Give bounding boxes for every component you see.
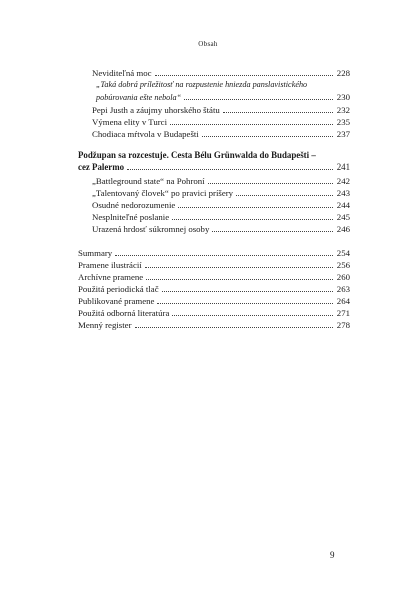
chapter-heading-line2: cez Palermo xyxy=(78,162,125,172)
toc-entry-page: 263 xyxy=(336,284,350,294)
toc-entry xyxy=(92,117,350,127)
leader-dots xyxy=(178,207,333,208)
toc-entry xyxy=(96,92,350,102)
running-header: Obsah xyxy=(198,40,218,48)
leader-dots xyxy=(115,255,333,256)
toc-entry-label: Archívne pramene xyxy=(78,272,144,282)
leader-dots xyxy=(184,99,333,100)
toc-entry-page: 235 xyxy=(336,117,350,127)
leader-dots xyxy=(145,267,333,268)
toc-entry-label: Výmena elity v Turci xyxy=(92,117,168,127)
toc-entry-label: „Battleground state“ na Pohroní xyxy=(92,176,205,186)
toc-entry xyxy=(92,224,350,234)
toc-entry-page: 271 xyxy=(336,308,350,318)
leader-dots xyxy=(236,195,333,196)
toc-entry xyxy=(92,188,350,198)
toc-entry-label: Summary xyxy=(78,248,113,258)
toc-entry xyxy=(78,272,350,282)
toc-entry-page: 254 xyxy=(336,248,350,258)
toc-entry xyxy=(92,68,350,78)
leader-dots xyxy=(155,75,333,76)
toc-entry-page: 256 xyxy=(336,260,350,270)
toc-entry-page: 243 xyxy=(336,188,350,198)
chapter-heading-line1: Podžupan sa rozcestuje. Cesta Bélu Grünwalda do Budapešti – xyxy=(78,150,316,160)
toc-entry-label: Pramene ilustrácií xyxy=(78,260,142,270)
toc-entry-page: 260 xyxy=(336,272,350,282)
leader-dots xyxy=(146,279,333,280)
toc-entry xyxy=(78,284,350,294)
toc-entry xyxy=(92,200,350,210)
toc-entry-page: 245 xyxy=(336,212,350,222)
leader-dots xyxy=(172,315,333,316)
leader-dots xyxy=(162,291,333,292)
toc-entry-label: Urazená hrdosť súkromnej osoby xyxy=(92,224,210,234)
leader-dots xyxy=(208,183,333,184)
leader-dots xyxy=(223,112,333,113)
toc-entry-page: 228 xyxy=(336,68,350,78)
toc-entry-label: Menný register xyxy=(78,320,132,330)
toc-entry-label: Publikované pramene xyxy=(78,296,155,306)
toc-entry xyxy=(92,129,350,139)
toc-entry-page: 232 xyxy=(336,105,350,115)
toc-entry xyxy=(78,296,350,306)
toc-entry-label-line1: „Taká dobrá príležitosť na rozpustenie hniezda panslavistického xyxy=(96,80,308,89)
toc-entry xyxy=(92,105,350,115)
toc-entry xyxy=(92,212,350,222)
toc-entry-page: 242 xyxy=(336,176,350,186)
toc-entry-label: Pepi Justh a záujmy uhorského štátu xyxy=(92,105,220,115)
toc-entry-page: 237 xyxy=(336,129,350,139)
leader-dots xyxy=(212,231,333,232)
leader-dots xyxy=(170,124,333,125)
leader-dots xyxy=(172,219,333,220)
toc-entry xyxy=(78,248,350,258)
toc-entry-label-line2: pobúrovania ešte nebola“ xyxy=(96,93,182,102)
toc-entry xyxy=(78,260,350,270)
leader-dots xyxy=(135,327,334,328)
toc-entry-page: 230 xyxy=(336,92,350,102)
chapter-page: 241 xyxy=(336,162,350,172)
toc-entry-label: Neviditeľná moc xyxy=(92,68,152,78)
leader-dots xyxy=(202,136,333,137)
toc-entry xyxy=(92,176,350,186)
toc-entry-label: Použitá periodická tlač xyxy=(78,284,159,294)
toc-entry-label: Chodiaca mŕtvola v Budapešti xyxy=(92,129,199,139)
toc-entry-page: 246 xyxy=(336,224,350,234)
leader-dots xyxy=(157,303,333,304)
toc-entry-label: Použitá odborná literatúra xyxy=(78,308,170,318)
leader-dots xyxy=(127,169,333,170)
chapter-heading xyxy=(78,150,350,172)
toc-entry xyxy=(78,308,350,318)
toc-entry-page: 264 xyxy=(336,296,350,306)
toc-entry-page: 244 xyxy=(336,200,350,210)
toc-entry-label: „Talentovaný človek“ po pravici príšery xyxy=(92,188,234,198)
toc-entry-page: 278 xyxy=(336,320,350,330)
toc-entry-label: Nesplniteľné poslanie xyxy=(92,212,170,222)
toc-entry-label: Osudné nedorozumenie xyxy=(92,200,176,210)
page-number: 9 xyxy=(330,550,335,560)
toc-entry xyxy=(78,320,350,330)
